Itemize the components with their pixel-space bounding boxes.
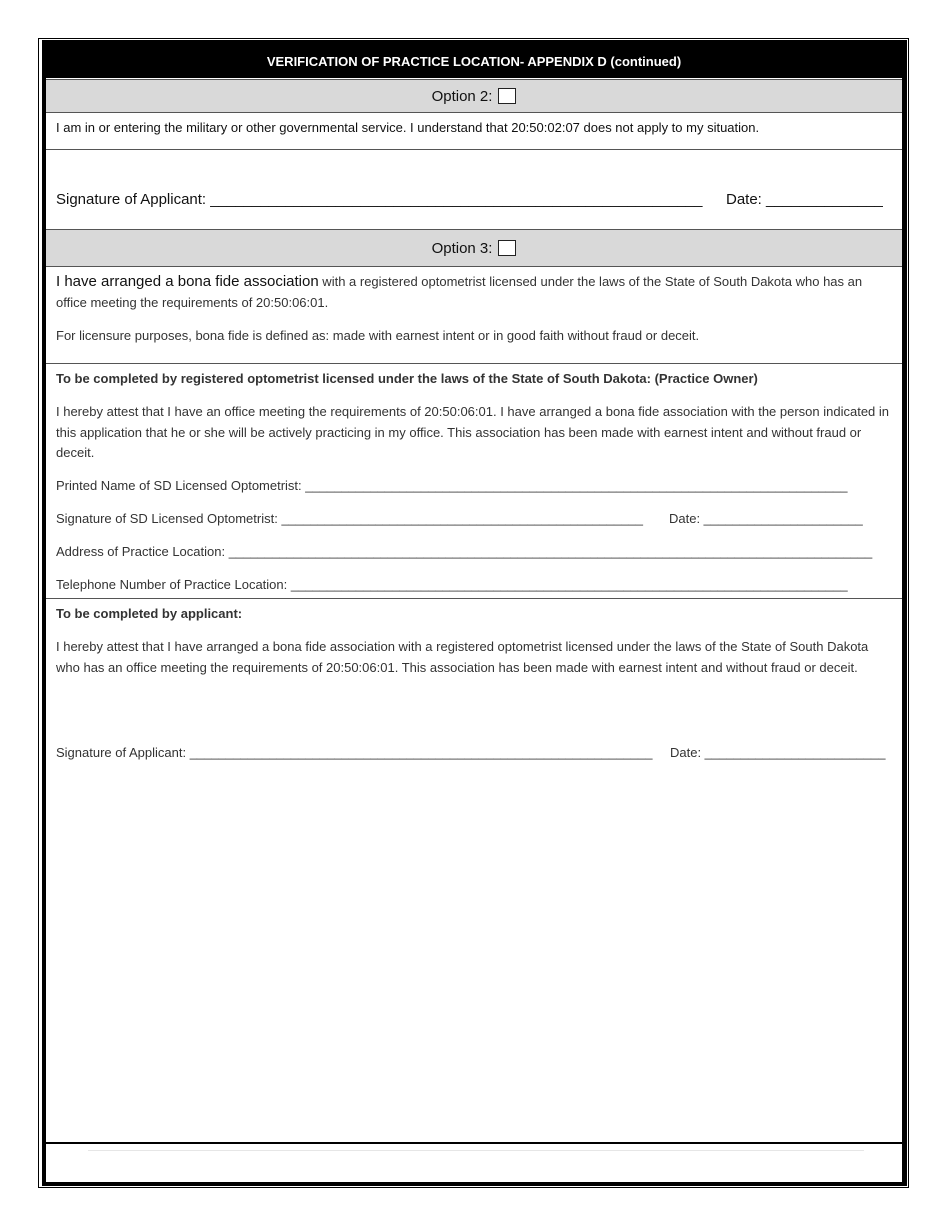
owner-date-line[interactable]: Date: ______________________ — [669, 511, 863, 526]
footer-rule — [88, 1150, 864, 1151]
footer-divider — [46, 1142, 902, 1144]
option-2-checkbox[interactable] — [498, 88, 516, 104]
printed-name-line[interactable]: Printed Name of SD Licensed Optometrist: ___________________________________________________________________________ — [56, 478, 848, 493]
option-3-checkbox[interactable] — [498, 240, 516, 256]
practice-address-line[interactable]: Address of Practice Location: _________________________________________________________________________________________ — [56, 544, 873, 559]
applicant-final-signature-line[interactable]: Signature of Applicant: ________________________________________________________________ — [56, 745, 653, 760]
applicant-section-heading: To be completed by applicant: — [56, 606, 243, 621]
owner-section-heading: To be completed by registered optometrist licensed under the laws of the State of South Dakota: (Practice Owner) — [56, 371, 758, 386]
option-3-intro-rest: with a registered optometrist licensed under the laws of the State of South Dakota who has an office meeting the requirements of 20:50:06:01. — [56, 274, 863, 310]
owner-attestation: I hereby attest that I have an office meeting the requirements of 20:50:06:01. I have arranged a bona fide association with the person indicated in this application that he or she will be actively practicing in my office. This association has been made with earnest intent and without fraud or deceit. — [56, 404, 890, 460]
option-3-intro — [56, 272, 892, 313]
owner-signature-line[interactable]: Signature of SD Licensed Optometrist: __________________________________________________ — [56, 511, 643, 526]
frame-edge — [905, 40, 907, 1186]
applicant-attestation: I hereby attest that I have arranged a bona fide association with a registered optometrist licensed under the laws of the State of South Dakota who has an office meeting the requirements of 20:50:06:01. This association has been made with earnest intent and without fraud or deceit. — [56, 639, 869, 675]
option-3-bar — [46, 229, 902, 267]
option-2-statement: I am in or entering the military or other governmental service. I understand that 20:50:02:07 does not apply to my situation. — [56, 120, 760, 135]
divider — [46, 149, 902, 150]
bona-fide-definition: For licensure purposes, bona fide is defined as: made with earnest intent or in good faith without fraud or deceit. — [56, 328, 700, 343]
option-2-label: Option 2: — [431, 87, 493, 105]
applicant-final-date-line[interactable]: Date: _________________________ — [670, 745, 886, 760]
divider — [46, 598, 902, 599]
divider — [46, 363, 902, 364]
applicant-signature-line[interactable]: Signature of Applicant: ___________________________________________________________ — [56, 191, 703, 208]
option-3-intro-lead: I have arranged a bona fide association — [56, 273, 319, 290]
practice-phone-line[interactable]: Telephone Number of Practice Location: _____________________________________________________________________________ — [56, 577, 848, 592]
applicant-date-line[interactable]: Date: ______________ — [726, 191, 883, 208]
option-2-bar — [46, 79, 902, 113]
page-title: VERIFICATION OF PRACTICE LOCATION- APPENDIX D (continued) — [46, 44, 902, 78]
option-3-label: Option 3: — [431, 239, 493, 257]
